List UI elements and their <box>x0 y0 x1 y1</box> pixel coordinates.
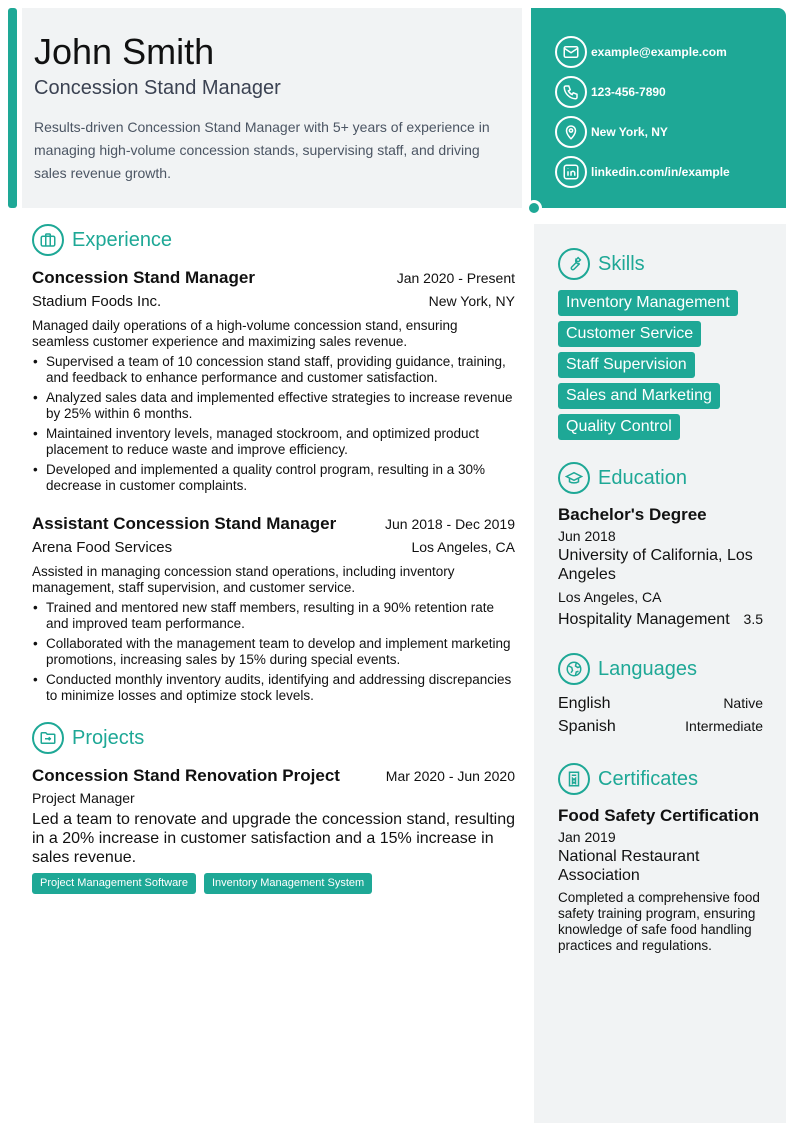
job-location: Los Angeles, CA <box>411 539 515 555</box>
language-row <box>558 718 763 741</box>
skills-title: Skills <box>598 252 645 275</box>
job-description: Assisted in managing concession stand operations, including inventory management, staff supervision, and customer service. <box>32 564 455 595</box>
education-heading <box>558 462 763 494</box>
skill-tag: Inventory Management <box>558 290 738 316</box>
certificate-icon <box>558 763 590 795</box>
contact-phone[interactable] <box>555 72 786 112</box>
folder-icon <box>32 722 64 754</box>
language-row <box>558 695 763 718</box>
project-title: Concession Stand Renovation Project <box>32 766 340 785</box>
project-dates: Mar 2020 - Jun 2020 <box>385 768 515 784</box>
experience-title: Experience <box>72 228 173 251</box>
header-panel <box>22 8 522 208</box>
education-degree: Bachelor's Degree <box>558 505 707 524</box>
email-text: example@example.com <box>591 45 727 59</box>
experience-heading <box>32 224 515 256</box>
job-company: Arena Food Services <box>32 539 173 556</box>
experience-item <box>32 266 515 494</box>
job-bullet: • Supervised a team of 10 concession stand staff, providing guidance, training, and feedback to enhance performance and customer satisfaction. <box>32 354 515 386</box>
linkedin-icon <box>555 156 587 188</box>
education-title: Education <box>598 466 687 489</box>
language-level: Intermediate <box>685 718 763 734</box>
contact-panel <box>531 8 786 208</box>
job-bullet: • Maintained inventory levels, managed stockroom, and optimized product placement to reduce waste and improve efficiency. <box>32 426 515 458</box>
graduation-cap-icon <box>558 462 590 494</box>
summary-text: Results-driven Concession Stand Manager with 5+ years of experience in managing high-volume concession stands, supervising staff, and driving sales revenue growth. <box>34 119 490 181</box>
job-company: Stadium Foods Inc. <box>32 293 162 310</box>
location-pin-icon <box>555 116 587 148</box>
education-date: Jun 2018 <box>558 528 616 544</box>
languages-list <box>558 695 763 741</box>
candidate-role: Concession Stand Manager <box>34 77 281 99</box>
education-gpa: 3.5 <box>743 611 763 627</box>
linkedin-text: linkedin.com/in/example <box>591 165 730 179</box>
main-column <box>32 224 515 894</box>
job-title: Assistant Concession Stand Manager <box>32 514 337 533</box>
languages-title: Languages <box>598 657 697 680</box>
job-location: New York, NY <box>428 293 515 309</box>
job-title: Concession Stand Manager <box>32 268 255 287</box>
wrench-icon <box>558 248 590 280</box>
sidebar-column <box>558 248 763 954</box>
candidate-name: John Smith <box>34 31 215 72</box>
project-tag: Project Management Software <box>32 873 196 894</box>
skills-heading <box>558 248 763 280</box>
phone-text: 123-456-7890 <box>591 85 666 99</box>
skill-tag: Customer Service <box>558 321 701 347</box>
education-item <box>558 504 763 631</box>
job-bullet: • Trained and mentored new staff members, resulting in a 90% retention rate and improved team performance. <box>32 600 515 632</box>
project-tags <box>32 873 515 894</box>
phone-icon <box>555 76 587 108</box>
skill-tag: Quality Control <box>558 414 680 440</box>
contact-email[interactable] <box>555 32 786 72</box>
skill-tag: Sales and Marketing <box>558 383 720 409</box>
job-description: Managed daily operations of a high-volume concession stand, ensuring seamless customer experience and maximizing sales revenue. <box>32 318 458 349</box>
contact-location <box>555 112 786 152</box>
certificates-heading <box>558 763 763 795</box>
job-bullet: • Developed and implemented a quality control program, resulting in a 30% decrease in customer complaints. <box>32 462 515 494</box>
certificate-org: National Restaurant Association <box>558 848 700 884</box>
language-level: Native <box>723 695 763 711</box>
job-bullet: • Collaborated with the management team to develop and implement marketing promotions, increasing sales by 15% during special events. <box>32 636 515 668</box>
certificate-item <box>558 805 763 954</box>
language-name: Spanish <box>558 718 616 735</box>
job-bullet: • Analyzed sales data and implemented effective strategies to increase revenue by 25% within 6 months. <box>32 390 515 422</box>
header-accent-bar <box>8 8 17 208</box>
education-field: Hospitality Management <box>558 611 730 628</box>
certificate-date: Jan 2019 <box>558 829 616 845</box>
email-icon <box>555 36 587 68</box>
contact-linkedin[interactable] <box>555 152 786 192</box>
certificate-description: Completed a comprehensive food safety training program, ensuring knowledge of safe food handling practices and regulations. <box>558 890 760 953</box>
projects-title: Projects <box>72 726 145 749</box>
location-text: New York, NY <box>591 125 668 139</box>
languages-heading <box>558 653 763 685</box>
header-connector-dot <box>526 200 542 216</box>
language-name: English <box>558 695 611 712</box>
globe-icon <box>558 653 590 685</box>
education-school: University of California, Los Angeles <box>558 547 753 583</box>
project-description: Led a team to renovate and upgrade the concession stand, resulting in a 20% increase in customer satisfaction and a 15% increase in sales revenue. <box>32 811 515 866</box>
briefcase-icon <box>32 224 64 256</box>
job-bullet: • Conducted monthly inventory audits, identifying and addressing discrepancies to minimize losses and optimize stock levels. <box>32 672 515 704</box>
project-tag: Inventory Management System <box>204 873 372 894</box>
skill-tag: Staff Supervision <box>558 352 695 378</box>
projects-heading <box>32 722 515 754</box>
project-item <box>32 764 515 894</box>
certificates-title: Certificates <box>598 767 699 790</box>
job-bullets <box>32 600 515 704</box>
experience-item <box>32 512 515 704</box>
job-dates: Jun 2018 - Dec 2019 <box>385 516 515 532</box>
skills-list <box>558 290 763 440</box>
education-location: Los Angeles, CA <box>558 589 662 605</box>
job-dates: Jan 2020 - Present <box>396 270 515 286</box>
certificate-name: Food Safety Certification <box>558 806 760 825</box>
project-role: Project Manager <box>32 790 135 806</box>
job-bullets <box>32 354 515 494</box>
